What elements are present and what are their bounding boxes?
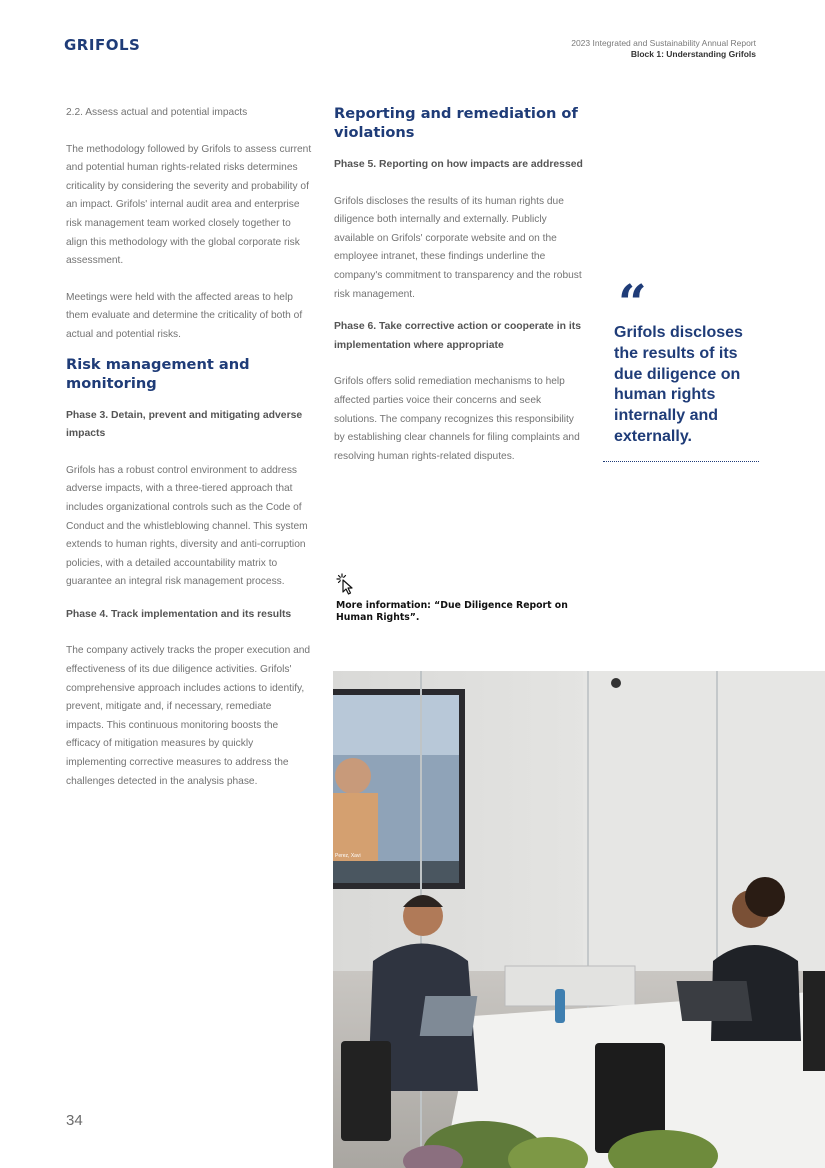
paragraph-phase-6: Grifols offers solid remediation mechanisms to help affected parties voice their concerns and seek solutions. The company recognizes this responsibility by establishing clear channels for filing complaints and resolving human rights-related disputes. [334,376,580,462]
more-information-link[interactable]: More information: “Due Diligence Report on Human Rights”. [336,600,568,623]
section-title: 2.2. Assess actual and potential impacts [66,107,248,118]
report-header [571,38,756,60]
phase-6-title: Phase 6. Take corrective action or cooperate in its implementation where appropriate [334,321,581,351]
block-label: Block 1: Understanding Grifols [630,49,756,59]
phase-3-title: Phase 3. Detain, prevent and mitigating adverse impacts [66,409,303,440]
paragraph-phase-4: The company actively tracks the proper execution and effectiveness of its due diligence activities. Grifols' comprehensive approach includes actions to identify, prevent, mitigate and, if necessary, remediate impacts. This continuous monitoring boosts the efficacy of mitigation measures by quickly implementing corrective measures to address the challenges detected in the analysis phase. [66,645,311,787]
grifols-logo: GRIFOLS [64,36,141,54]
heading-reporting-remediation: Reporting and remediation of violations [334,105,578,141]
heading-risk-management: Risk management and monitoring [66,355,250,392]
report-title: 2023 Integrated and Sustainability Annual Report [571,38,756,48]
paragraph-phase-5: Grifols discloses the results of its human rights due diligence both internally and externally. Publicly available on Grifols' corporate website and on the employee intranet, these findings underline the company's commitment to transparency and the robust risk management. [334,195,582,300]
paragraph-methodology: The methodology followed by Grifols to assess current and potential human rights-related risks determines criticality by considering the severity and probability of an impact. Grifols' internal audit area and enterprise risk management team worked closely together to align this methodology with the global corporate risk assessment. [66,143,312,267]
phase-4-title: Phase 4. Track implementation and its results [66,608,292,620]
quote-divider [603,461,759,462]
paragraph-phase-3: Grifols has a robust control environment to address adverse impacts, with a three-tiered approach that includes organizational controls such as the Code of Conduct and the whistleblowing channel. This system extends to human rights, diversity and anti-corruption policies, with a detailed accountability matrix to guarantee an integral risk management process. [66,464,308,588]
meeting-room-photo [333,671,825,1168]
paragraph-meetings: Meetings were held with the affected areas to help them evaluate and determine the criticality of both of actual and potential risks. [66,291,303,340]
screen-caption: Perez, Xavi [335,853,361,859]
click-cursor-icon[interactable] [336,573,358,600]
page-number: 34 [66,1112,83,1129]
left-column [66,104,312,791]
pull-quote: Grifols discloses the results of its due diligence on human rights internally and externally. [614,324,743,445]
quote-mark-icon: “ [618,273,647,332]
middle-column [334,104,584,466]
phase-5-title: Phase 5. Reporting on how impacts are addressed [334,159,583,170]
